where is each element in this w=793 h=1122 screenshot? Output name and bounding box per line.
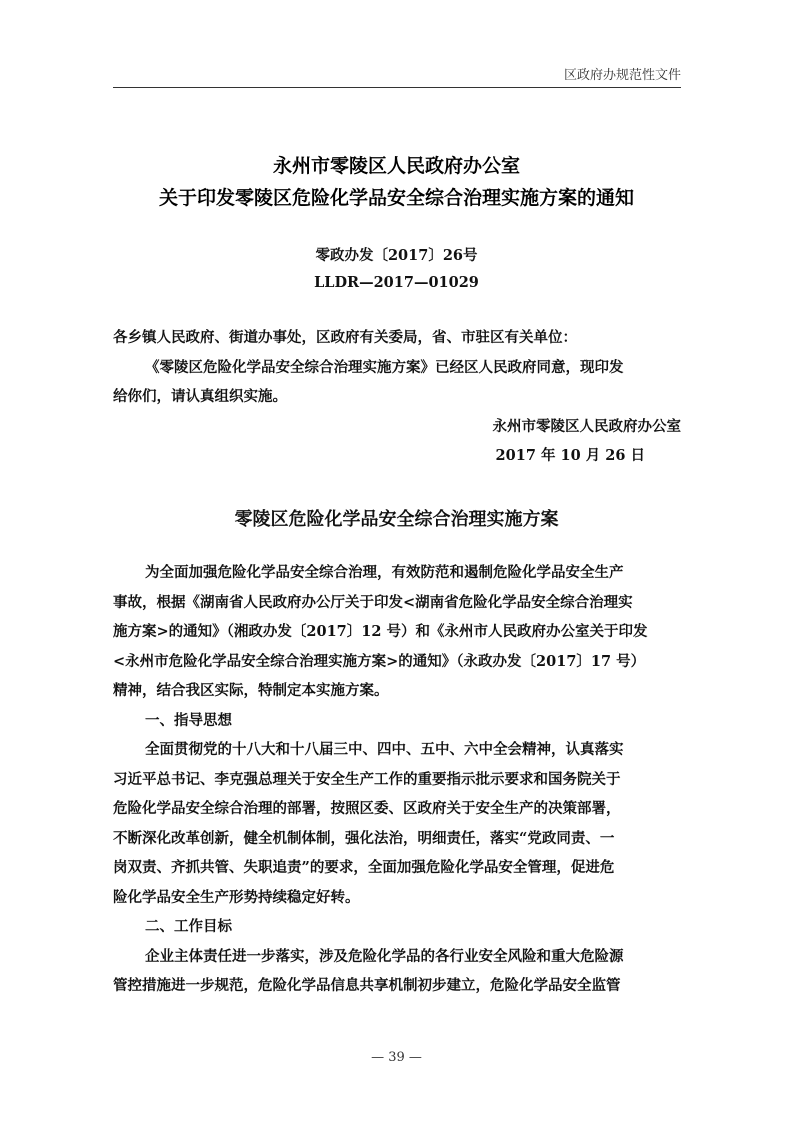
notice-body-line: 《零陵区危险化学品安全综合治理实施方案》已经区人民政府同意，现印发 <box>145 359 624 376</box>
document-title-line-1: 永州市零陵区人民政府办公室 <box>272 155 520 177</box>
signer: 永州市零陵区人民政府办公室 <box>492 418 681 435</box>
section-1-line: 危险化学品安全综合治理的部署，按照区委、区政府关于安全生产的决策部署， <box>113 800 621 817</box>
section-2-line: 管控措施进一步规范，危险化学品信息共享机制初步建立，危险化学品安全监管 <box>113 977 621 994</box>
section-heading-2: 二、工作目标 <box>145 918 232 935</box>
header-rule <box>113 87 681 88</box>
plan-title: 零陵区危险化学品安全综合治理实施方案 <box>234 509 559 530</box>
intro-line: 事故，根据《湖南省人民政府办公厅关于印发<湖南省危险化学品安全综合治理实 <box>113 594 633 611</box>
section-1-line: 全面贯彻党的十八大和十八届三中、四中、五中、六中全会精神，认真落实 <box>145 741 624 758</box>
intro-line: 精神，结合我区实际，特制定本实施方案。 <box>113 682 389 699</box>
registration-number: LLDR—2017—01029 <box>314 274 479 291</box>
section-1-line: 不断深化改革创新，健全机制体制，强化法治，明细责任，落实“党政同责、一 <box>113 830 615 847</box>
section-heading-1: 一、指导思想 <box>145 712 232 729</box>
section-2-line: 企业主体责任进一步落实，涉及危险化学品的各行业安全风险和重大危险源 <box>145 948 624 965</box>
section-1-line: 险化学品安全生产形势持续稳定好转。 <box>113 889 360 906</box>
section-1-line: 岗双责、齐抓共管、失职追责”的要求，全面加强危险化学品安全管理，促进危 <box>113 859 615 876</box>
notice-body-line: 给你们，请认真组织实施。 <box>113 388 287 405</box>
addressee-line: 各乡镇人民政府、街道办事处，区政府有关委局，省、市驻区有关单位： <box>113 329 577 346</box>
intro-line: 为全面加强危险化学品安全综合治理，有效防范和遏制危险化学品安全生产 <box>145 564 624 581</box>
page-number: — 39 — <box>371 1050 422 1065</box>
intro-line: 施方案>的通知》（湘政办发〔2017〕12 号）和《永州市人民政府办公室关于印发 <box>113 623 648 640</box>
issue-date: 2017 年 10 月 26 日 <box>495 447 645 464</box>
section-1-line: 习近平总书记、李克强总理关于安全生产工作的重要指示批示要求和国务院关于 <box>113 771 621 788</box>
running-header: 区政府办规范性文件 <box>563 68 681 83</box>
document-number: 零政办发〔2017〕26号 <box>315 247 478 264</box>
intro-line: <永州市危险化学品安全综合治理实施方案>的通知》（永政办发〔2017〕17 号） <box>113 653 646 670</box>
document-title-line-2: 关于印发零陵区危险化学品安全综合治理实施方案的通知 <box>158 187 634 209</box>
